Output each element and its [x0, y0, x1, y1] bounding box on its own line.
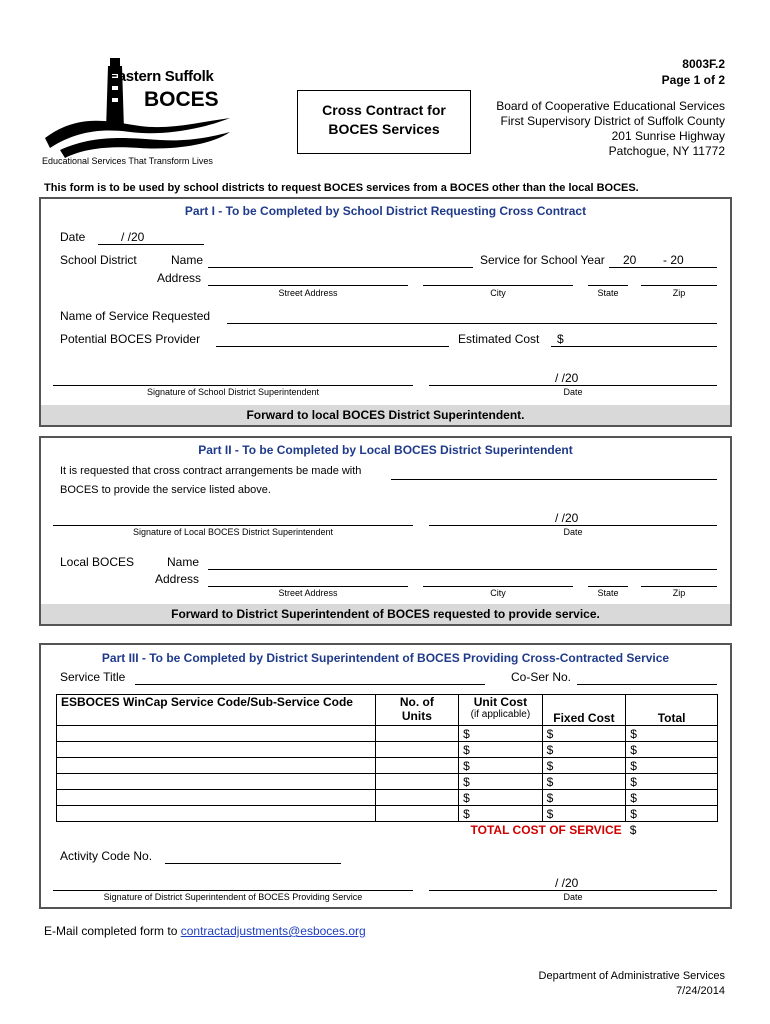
zip-field[interactable] [641, 285, 717, 286]
service-year-field[interactable] [609, 267, 717, 268]
footer-dept: Department of Administrative Services [538, 970, 725, 982]
providing-superintendent-signature-field[interactable] [53, 890, 413, 891]
units-cell[interactable] [375, 790, 459, 806]
units-cell[interactable] [375, 726, 459, 742]
coser-field[interactable] [577, 684, 717, 685]
address-label: Address [157, 271, 202, 285]
unit-cost-cell[interactable]: $ [459, 742, 543, 758]
coser-label: Co-Ser No. [511, 670, 572, 684]
part3-section [39, 643, 732, 909]
boces-name-field[interactable] [391, 479, 717, 480]
total-cell[interactable]: $ [626, 806, 718, 822]
total-row [57, 822, 718, 838]
zip-field[interactable] [641, 586, 717, 587]
date-value: / /20 [121, 230, 145, 244]
unit-cost-cell[interactable]: $ [459, 758, 543, 774]
email-link[interactable]: contractadjustments@esboces.org [180, 924, 366, 938]
fixed-cost-cell[interactable]: $ [542, 742, 626, 758]
units-cell[interactable] [375, 774, 459, 790]
units-cell[interactable] [375, 806, 459, 822]
part2-title: Part II - To be Completed by Local BOCES District Superintendent [198, 443, 573, 457]
part1-title: Part I - To be Completed by School District Requesting Cross Contract [184, 204, 587, 218]
part3-title: Part III - To be Completed by District Superintendent of BOCES Providing Cross-Contracted Service [101, 651, 670, 665]
code-header: ESBOCES WinCap Service Code/Sub-Service Code [57, 695, 376, 726]
date-caption: Date [563, 892, 583, 902]
esboces-logo [40, 52, 240, 172]
code-cell[interactable] [57, 806, 376, 822]
fixed-cost-cell[interactable]: $ [542, 790, 626, 806]
est-cost-label: Estimated Cost [458, 332, 540, 346]
form-number: 8003F.2 [682, 57, 725, 71]
signature-date-value: / /20 [555, 371, 579, 385]
signature-caption: Signature of Local BOCES District Superintendent [132, 527, 334, 537]
total-cell[interactable]: $ [626, 758, 718, 774]
table-row [57, 774, 718, 790]
signature-date-value: / /20 [555, 511, 579, 525]
name-label: Name [171, 253, 204, 267]
units-cell[interactable] [375, 742, 459, 758]
fixed-cost-header: Fixed Cost [542, 695, 626, 726]
fixed-cost-cell[interactable]: $ [542, 806, 626, 822]
fixed-cost-cell[interactable]: $ [542, 758, 626, 774]
unit-cost-cell[interactable]: $ [459, 806, 543, 822]
state-field[interactable] [588, 586, 628, 587]
signature-date-field[interactable] [429, 385, 717, 386]
intro-text: This form is to be used by school districts to request BOCES services from a BOCES other than the local BOCES. [44, 182, 639, 194]
total-cell[interactable]: $ [626, 790, 718, 806]
state-caption: State [597, 288, 619, 298]
service-year-label: Service for School Year [480, 253, 605, 267]
part2-forward-note: Forward to District Superintendent of BOCES requested to provide service. [41, 604, 730, 624]
part1-section [39, 197, 732, 427]
address-label: Address [155, 572, 200, 586]
city-field[interactable] [423, 586, 573, 587]
table-row [57, 806, 718, 822]
email-instruction [44, 924, 366, 938]
service-requested-field[interactable] [227, 323, 717, 324]
school-district-label: School District [60, 253, 137, 267]
org-line: First Supervisory District of Suffolk County [500, 114, 725, 128]
signature-caption: Signature of School District Superintendent [146, 387, 320, 397]
table-row [57, 726, 718, 742]
signature-date-field[interactable] [429, 890, 717, 891]
total-cost-label: TOTAL COST OF SERVICE [470, 822, 622, 837]
part2-section [39, 436, 732, 626]
activity-code-field[interactable] [165, 863, 341, 864]
part1-forward-note: Forward to local BOCES District Superintendent. [41, 405, 730, 425]
table-row [57, 758, 718, 774]
signature-date-field[interactable] [429, 525, 717, 526]
local-boces-label: Local BOCES [60, 555, 135, 569]
service-cost-table [56, 694, 718, 837]
local-boces-name-field[interactable] [208, 569, 717, 570]
org-address [496, 99, 725, 159]
footer-date: 7/24/2014 [676, 985, 725, 997]
units-cell[interactable] [375, 758, 459, 774]
total-header: Total [626, 695, 718, 726]
activity-code-label: Activity Code No. [60, 849, 153, 863]
name-label: Name [167, 555, 200, 569]
unit-cost-header: Unit Cost (if applicable) [459, 695, 543, 726]
signature-date-value: / /20 [555, 876, 579, 890]
code-cell[interactable] [57, 742, 376, 758]
table-row [57, 790, 718, 806]
year-to: - 20 [663, 253, 684, 267]
est-cost-dollar: $ [557, 332, 564, 346]
grand-total-cell[interactable]: $ [629, 822, 637, 837]
code-cell[interactable] [57, 726, 376, 742]
table-header-row [57, 695, 718, 726]
date-caption: Date [563, 387, 583, 397]
form-title-box [297, 90, 471, 154]
request-text-2: BOCES to provide the service listed above. [60, 484, 271, 496]
local-superintendent-signature-field[interactable] [53, 525, 413, 526]
service-title-label: Service Title [60, 670, 126, 684]
fixed-cost-cell[interactable]: $ [542, 726, 626, 742]
org-line: 201 Sunrise Highway [611, 129, 725, 143]
street-field[interactable] [208, 586, 408, 587]
city-caption: City [490, 288, 506, 298]
date-field[interactable] [98, 244, 204, 245]
unit-cost-cell[interactable]: $ [459, 790, 543, 806]
fixed-cost-cell[interactable]: $ [542, 774, 626, 790]
code-cell[interactable] [57, 758, 376, 774]
state-field[interactable] [588, 285, 628, 286]
year-from: 20 [623, 253, 637, 267]
email-prefix: E-Mail completed form to [44, 924, 181, 938]
provider-field[interactable] [216, 346, 449, 347]
state-caption: State [597, 588, 619, 598]
signature-caption: Signature of District Superintendent of BOCES Providing Service [103, 892, 363, 902]
unit-cost-cell[interactable]: $ [459, 774, 543, 790]
unit-cost-cell[interactable]: $ [459, 726, 543, 742]
est-cost-field[interactable] [551, 346, 717, 347]
city-field[interactable] [423, 285, 573, 286]
zip-caption: Zip [672, 588, 686, 598]
table-row [57, 742, 718, 758]
street-field[interactable] [208, 285, 408, 286]
code-cell[interactable] [57, 790, 376, 806]
service-title-field[interactable] [135, 684, 485, 685]
org-line: Board of Cooperative Educational Services [496, 99, 725, 113]
total-cell[interactable]: $ [626, 774, 718, 790]
units-header: No. of Units [375, 695, 459, 726]
date-label: Date [60, 230, 86, 244]
total-cell[interactable]: $ [626, 726, 718, 742]
provider-label: Potential BOCES Provider [60, 332, 201, 346]
logo-line2: BOCES [144, 88, 219, 111]
org-line: Patchogue, NY 11772 [608, 144, 725, 158]
street-caption: Street Address [278, 588, 338, 598]
logo-tagline: Educational Services That Transform Lives [42, 156, 213, 166]
page-number: Page 1 of 2 [661, 73, 725, 87]
date-caption: Date [563, 527, 583, 537]
service-requested-label: Name of Service Requested [60, 309, 211, 323]
zip-caption: Zip [672, 288, 686, 298]
code-cell[interactable] [57, 774, 376, 790]
total-cell[interactable]: $ [626, 742, 718, 758]
superintendent-signature-field[interactable] [53, 385, 413, 386]
district-name-field[interactable] [208, 267, 473, 268]
form-title-line1: Cross Contract for [322, 102, 446, 118]
city-caption: City [490, 588, 506, 598]
street-caption: Street Address [278, 288, 338, 298]
logo-line1: Eastern Suffolk [108, 68, 214, 85]
form-title-line2: BOCES Services [328, 121, 440, 137]
request-text-1: It is requested that cross contract arrangements be made with [60, 465, 362, 477]
